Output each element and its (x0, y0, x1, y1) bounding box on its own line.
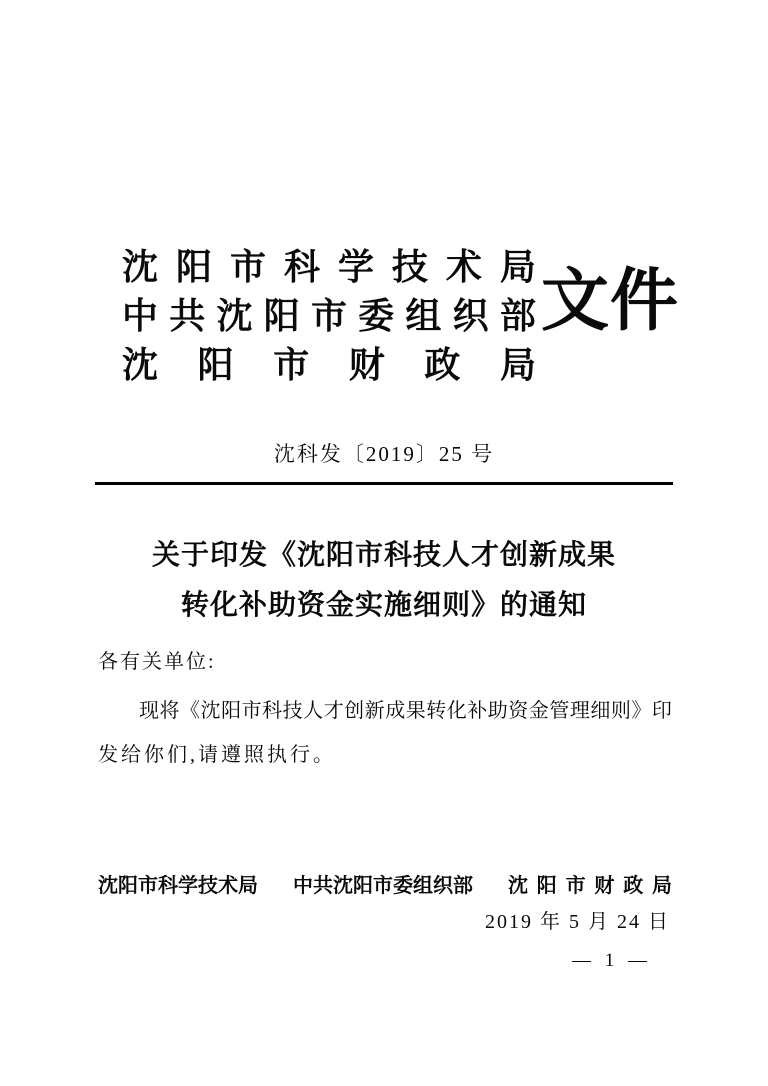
doc-type-label: 文件 (541, 263, 680, 339)
page-number: — 1 — (572, 950, 647, 971)
doc-title-line-2: 转化补助资金实施细则》的通知 (180, 589, 587, 620)
letterhead-agencies (122, 240, 536, 387)
doc-date: 2019 年 5 月 24 日 (485, 911, 670, 933)
signature-name-3: 沈 阳 市 财 政 局 (508, 875, 672, 897)
signature-row (98, 869, 672, 898)
header-rule (95, 482, 673, 485)
body-paragraph-line-2: 发给你们,请遵照执行。 (98, 744, 336, 766)
signature-name-2: 中共沈阳市委组织部 (293, 875, 473, 897)
salutation: 各有关单位: (98, 651, 216, 673)
agency-name-line-1: 沈 阳 市 科 学 技 术 局 (122, 247, 536, 287)
doc-number: 沈科发〔2019〕25 号 (273, 442, 495, 466)
agency-name-line-2: 中 共 沈 阳 市 委 组 织 部 (122, 296, 536, 336)
signature-name-1: 沈阳市科学技术局 (98, 875, 258, 897)
agency-name-line-3: 沈 阳 市 财 政 局 (122, 345, 536, 385)
body-paragraph-line-1: 现 将 《 沈 阳 市 科 技 人 才 创 新 成 果 转 化 补 助 资 金 管 理 细 则 》 印 (139, 700, 672, 722)
doc-title (96, 530, 672, 630)
doc-title-line-1: 关于印发《沈阳市科技人才创新成果 (151, 539, 616, 570)
